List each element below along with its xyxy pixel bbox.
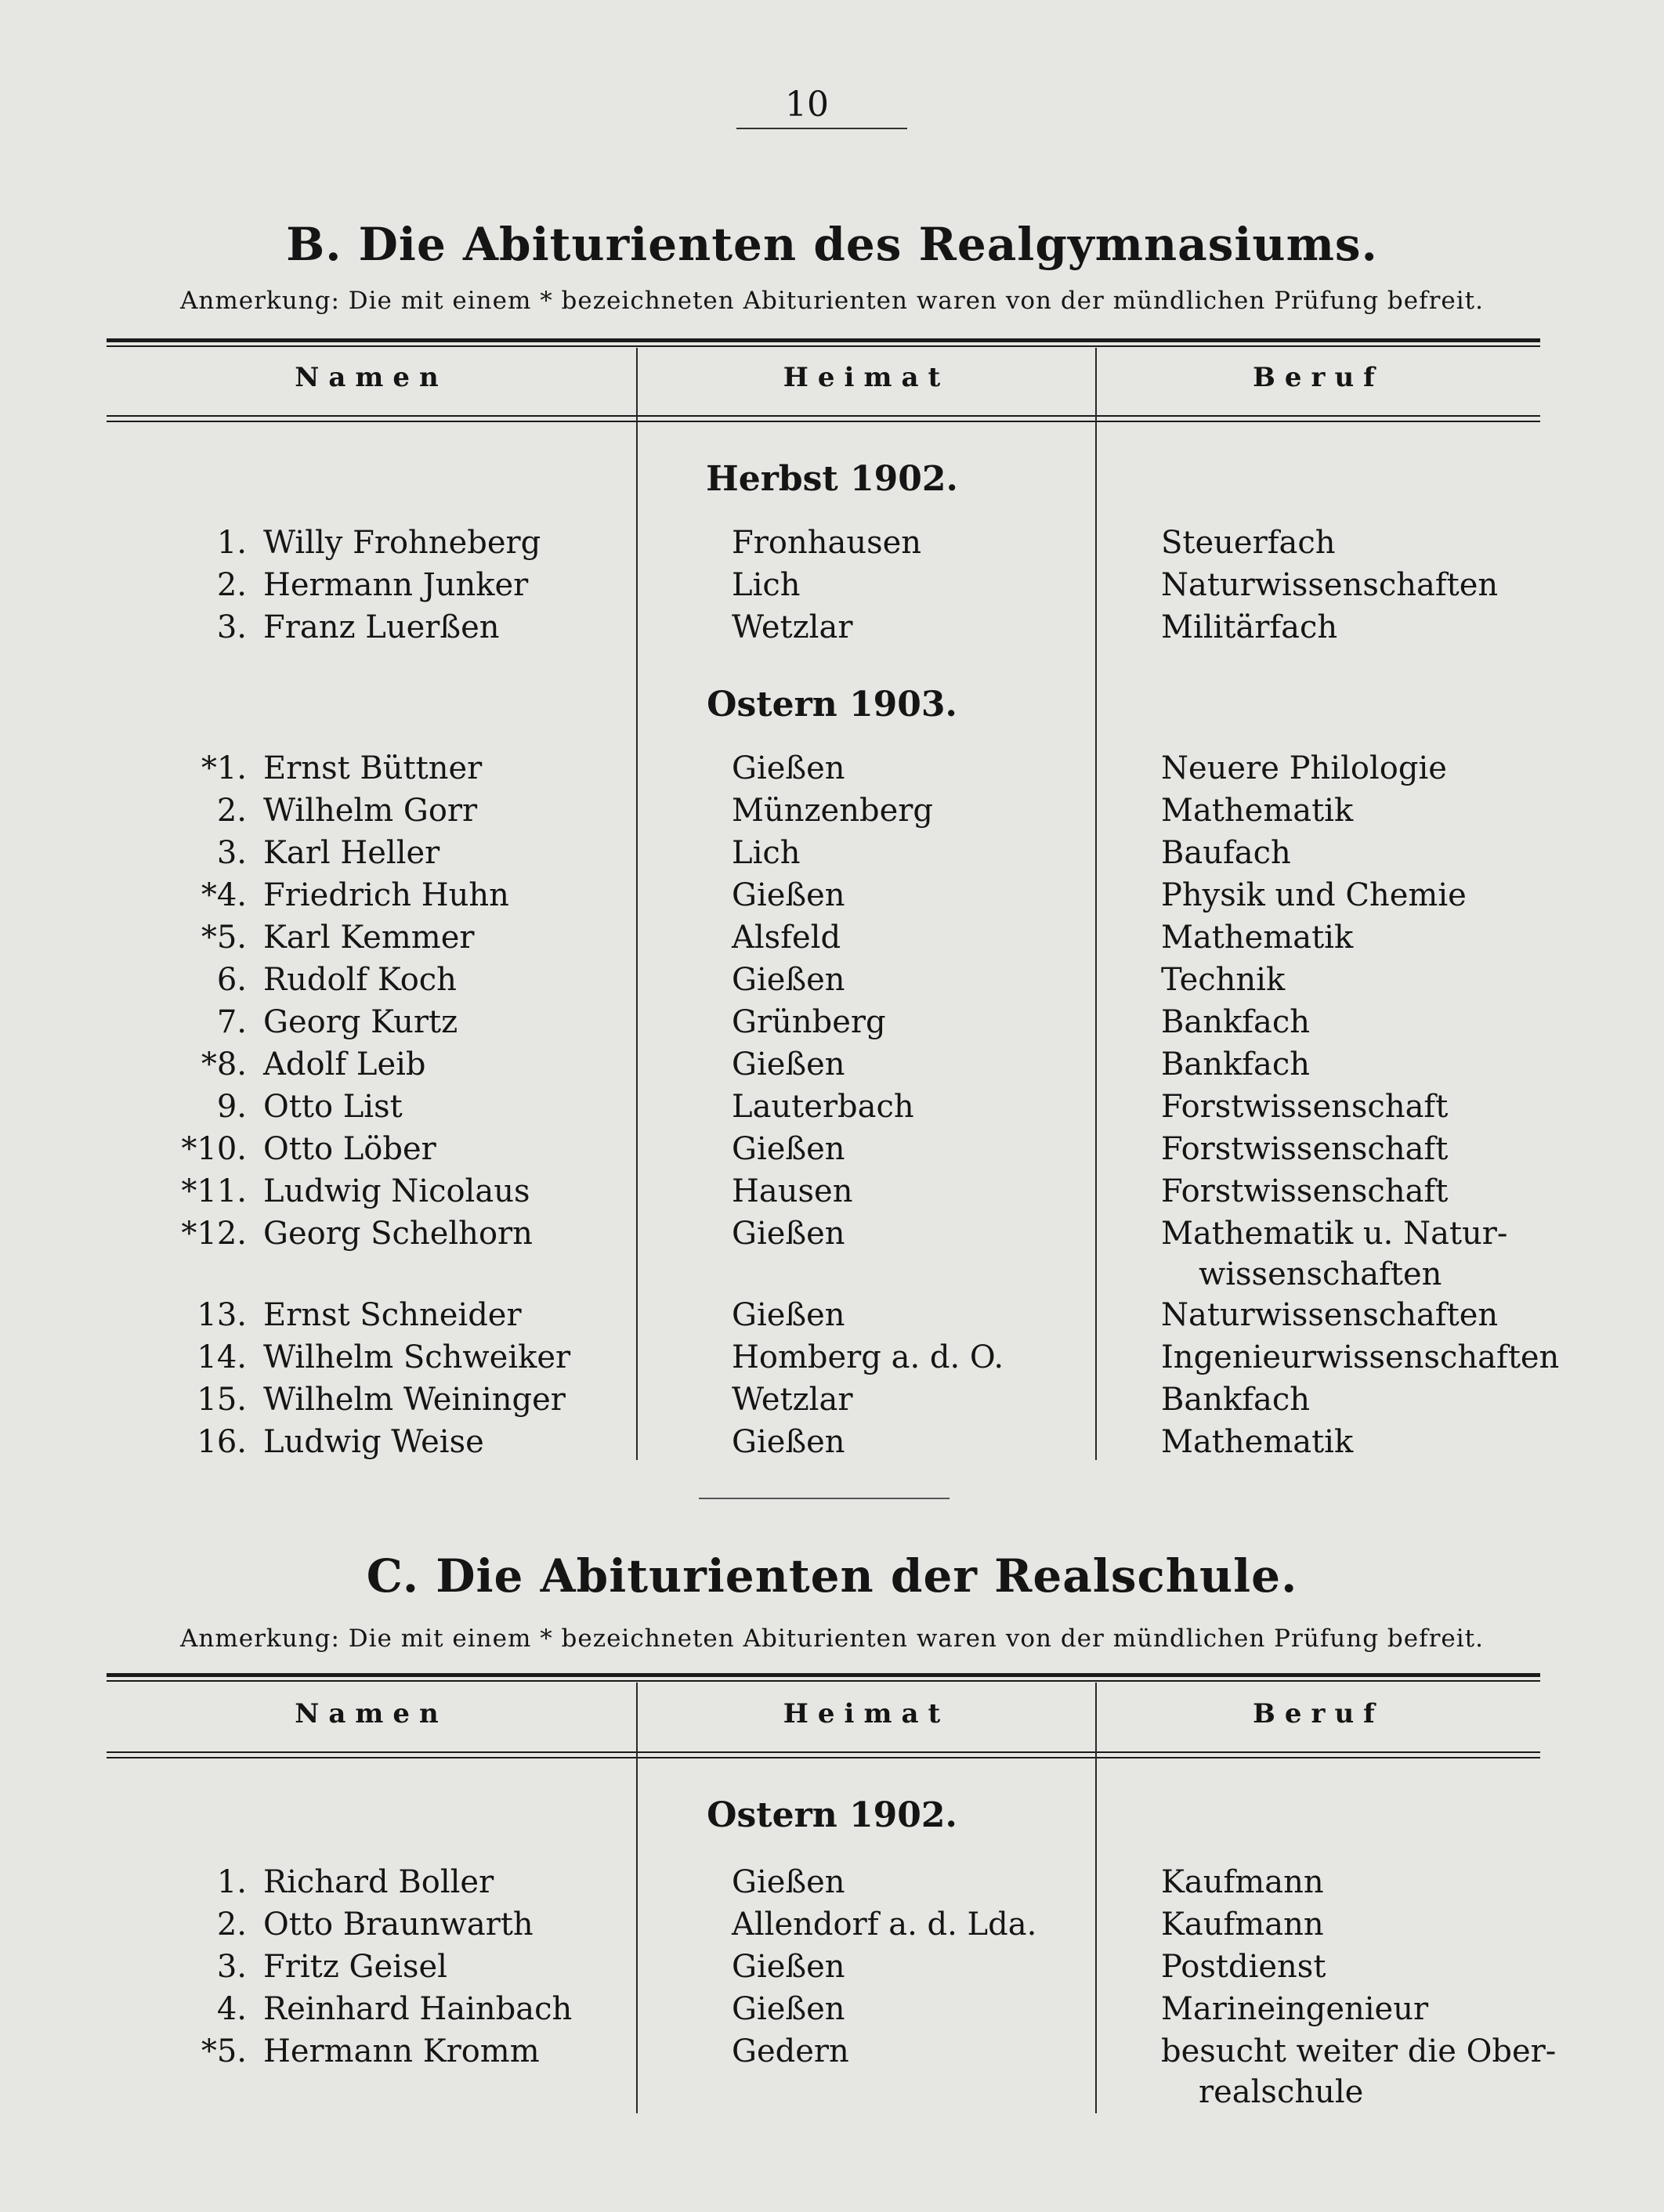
row-job: Forstwissenschaft: [1161, 1089, 1449, 1125]
row-home: Grünberg: [732, 1004, 886, 1040]
table-row: [0, 1128, 1664, 1170]
row-job: Marineingenieur: [1161, 1991, 1429, 2027]
table-row: [0, 564, 1664, 606]
table-row: [0, 1988, 1664, 2030]
row-name: Wilhelm Gorr: [263, 793, 478, 829]
section-c-col-head-name: Namen: [295, 1698, 448, 1729]
row-home: Lich: [732, 835, 801, 871]
row-home: Wetzlar: [732, 609, 853, 645]
row-job: Forstwissenschaft: [1161, 1173, 1449, 1209]
row-home: Gießen: [732, 1949, 845, 1985]
table-row: [0, 1001, 1664, 1043]
row-number: 6.: [216, 962, 247, 998]
table-row: [0, 790, 1664, 832]
table-row: [0, 1379, 1664, 1421]
section-b-col-head-job: Beruf: [1253, 362, 1384, 393]
row-job: Mathematik: [1161, 793, 1354, 829]
row-job: Ingenieurwissenschaften: [1161, 1339, 1560, 1375]
row-number: 2.: [216, 793, 247, 829]
row-name: Willy Frohneberg: [263, 525, 541, 561]
row-name: Otto List: [263, 1089, 403, 1125]
table-row: [0, 874, 1664, 916]
row-home: Gießen: [732, 750, 845, 786]
section-c-group-heading: Ostern 1902.: [707, 1795, 957, 1835]
row-job-continuation: realschule: [1199, 2074, 1364, 2110]
row-home: Alsfeld: [732, 920, 841, 956]
table-row: [0, 1086, 1664, 1128]
page-number-rule: [736, 128, 907, 129]
row-home: Gießen: [732, 1424, 845, 1460]
section-b-col-head-rule-2: [107, 421, 1540, 422]
table-row: [0, 1043, 1664, 1086]
row-name: Ernst Schneider: [263, 1297, 522, 1333]
row-job: Naturwissenschaften: [1161, 1297, 1499, 1333]
section-b-col-head-rule: [107, 415, 1540, 417]
row-job: Naturwissenschaften: [1161, 567, 1499, 603]
table-row: [0, 1213, 1664, 1255]
row-name: Otto Löber: [263, 1131, 436, 1167]
section-c-col-head-job: Beruf: [1253, 1698, 1384, 1729]
row-number: 1.: [216, 1864, 247, 1900]
section-separator-rule: [699, 1498, 950, 1499]
row-name: Rudolf Koch: [263, 962, 457, 998]
section-b-header-rule-thin: [107, 345, 1540, 347]
row-number: 13.: [197, 1297, 247, 1333]
table-row: [0, 1336, 1664, 1379]
row-name: Ludwig Weise: [263, 1424, 484, 1460]
row-name: Richard Boller: [263, 1864, 494, 1900]
row-job: besucht weiter die Ober-: [1161, 2033, 1557, 2069]
row-number: 1.: [216, 525, 247, 561]
row-home: Homberg a. d. O.: [732, 1339, 1004, 1375]
section-c-header-rule-thick: [107, 1673, 1540, 1677]
table-row: [0, 832, 1664, 874]
section-c-col-head-rule-2: [107, 1757, 1540, 1758]
row-home: Gedern: [732, 2033, 849, 2069]
section-b-col-head-home: Heimat: [783, 362, 950, 393]
row-name: Ernst Büttner: [263, 750, 483, 786]
row-number: *12.: [181, 1216, 247, 1252]
section-c-note: Anmerkung: Die mit einem * bezeichneten Abiturienten waren von der mündlichen Prüfung befreit.: [180, 1625, 1484, 1653]
section-b-group-heading: Ostern 1903.: [707, 685, 957, 725]
row-job: Kaufmann: [1161, 1864, 1324, 1900]
row-job: Forstwissenschaft: [1161, 1131, 1449, 1167]
row-name: Georg Kurtz: [263, 1004, 458, 1040]
table-row: [0, 1170, 1664, 1213]
section-b-note: Anmerkung: Die mit einem * bezeichneten Abiturienten waren von der mündlichen Prüfung befreit.: [180, 287, 1484, 315]
section-c-title: C. Die Abiturienten der Realschule.: [366, 1549, 1298, 1603]
row-number: 16.: [197, 1424, 247, 1460]
row-name: Adolf Leib: [263, 1046, 426, 1083]
row-name: Friedrich Huhn: [263, 877, 509, 913]
table-row: [0, 916, 1664, 959]
row-job: Militärfach: [1161, 609, 1338, 645]
row-home: Lich: [732, 567, 801, 603]
row-name: Wilhelm Weininger: [263, 1382, 566, 1418]
table-row: [0, 1294, 1664, 1336]
row-job: Technik: [1161, 962, 1286, 998]
row-job: Bankfach: [1161, 1004, 1311, 1040]
row-number: *5.: [201, 2033, 247, 2069]
row-home: Gießen: [732, 1046, 845, 1083]
row-home: Gießen: [732, 877, 845, 913]
row-job: Neuere Philologie: [1161, 750, 1447, 786]
row-home: Allendorf a. d. Lda.: [732, 1907, 1037, 1943]
row-number: 9.: [216, 1089, 247, 1125]
row-home: Gießen: [732, 1991, 845, 2027]
row-home: Gießen: [732, 962, 845, 998]
row-job: Steuerfach: [1161, 525, 1336, 561]
section-c-header-rule-thin: [107, 1680, 1540, 1682]
row-number: *1.: [201, 750, 247, 786]
table-row: [0, 1903, 1664, 1946]
row-number: *4.: [201, 877, 247, 913]
row-job: Physik und Chemie: [1161, 877, 1467, 913]
table-row: [0, 1946, 1664, 1988]
row-home: Gießen: [732, 1131, 845, 1167]
row-job: Mathematik: [1161, 920, 1354, 956]
row-job: Bankfach: [1161, 1382, 1311, 1418]
row-home: Gießen: [732, 1864, 845, 1900]
table-row: [0, 1861, 1664, 1903]
row-home: Münzenberg: [732, 793, 933, 829]
row-name: Karl Kemmer: [263, 920, 475, 956]
row-number: 4.: [216, 1991, 247, 2027]
table-row: [0, 747, 1664, 790]
table-row: [0, 606, 1664, 649]
table-row: [0, 2030, 1664, 2073]
row-number: 14.: [197, 1339, 247, 1375]
row-home: Gießen: [732, 1297, 845, 1333]
row-name: Hermann Junker: [263, 567, 529, 603]
row-name: Otto Braunwarth: [263, 1907, 534, 1943]
row-job: Bankfach: [1161, 1046, 1311, 1083]
row-name: Ludwig Nicolaus: [263, 1173, 530, 1209]
section-b-col-head-name: Namen: [295, 362, 448, 393]
row-name: Karl Heller: [263, 835, 440, 871]
row-job-continuation: wissenschaften: [1199, 1256, 1442, 1292]
section-b-title: B. Die Abiturienten des Realgymnasiums.: [286, 218, 1378, 271]
row-job: Kaufmann: [1161, 1907, 1324, 1943]
row-home: Wetzlar: [732, 1382, 853, 1418]
row-job: Mathematik: [1161, 1424, 1354, 1460]
row-number: *10.: [181, 1131, 247, 1167]
table-row: [0, 522, 1664, 564]
row-number: 3.: [216, 609, 247, 645]
row-home: Lauterbach: [732, 1089, 914, 1125]
row-name: Reinhard Hainbach: [263, 1991, 573, 2027]
row-number: 3.: [216, 1949, 247, 1985]
row-number: 3.: [216, 835, 247, 871]
page-number: 10: [785, 85, 829, 125]
row-name: Hermann Kromm: [263, 2033, 540, 2069]
row-number: *11.: [181, 1173, 247, 1209]
table-row: [0, 1421, 1664, 1463]
section-b-header-rule-thick: [107, 338, 1540, 342]
section-c-col-head-rule: [107, 1751, 1540, 1753]
row-home: Fronhausen: [732, 525, 922, 561]
row-number: *5.: [201, 920, 247, 956]
section-b-group-heading: Herbst 1902.: [706, 459, 958, 499]
row-number: *8.: [201, 1046, 247, 1083]
row-job: Mathematik u. Natur-: [1161, 1216, 1508, 1252]
section-c-col-head-home: Heimat: [783, 1698, 950, 1729]
row-name: Wilhelm Schweiker: [263, 1339, 571, 1375]
row-number: 15.: [197, 1382, 247, 1418]
row-number: 2.: [216, 1907, 247, 1943]
row-job: Baufach: [1161, 835, 1291, 871]
row-home: Hausen: [732, 1173, 853, 1209]
row-number: 7.: [216, 1004, 247, 1040]
row-home: Gießen: [732, 1216, 845, 1252]
row-name: Franz Luerßen: [263, 609, 500, 645]
row-number: 2.: [216, 567, 247, 603]
table-row: [0, 959, 1664, 1001]
row-name: Georg Schelhorn: [263, 1216, 533, 1252]
row-name: Fritz Geisel: [263, 1949, 447, 1985]
row-job: Postdienst: [1161, 1949, 1326, 1985]
